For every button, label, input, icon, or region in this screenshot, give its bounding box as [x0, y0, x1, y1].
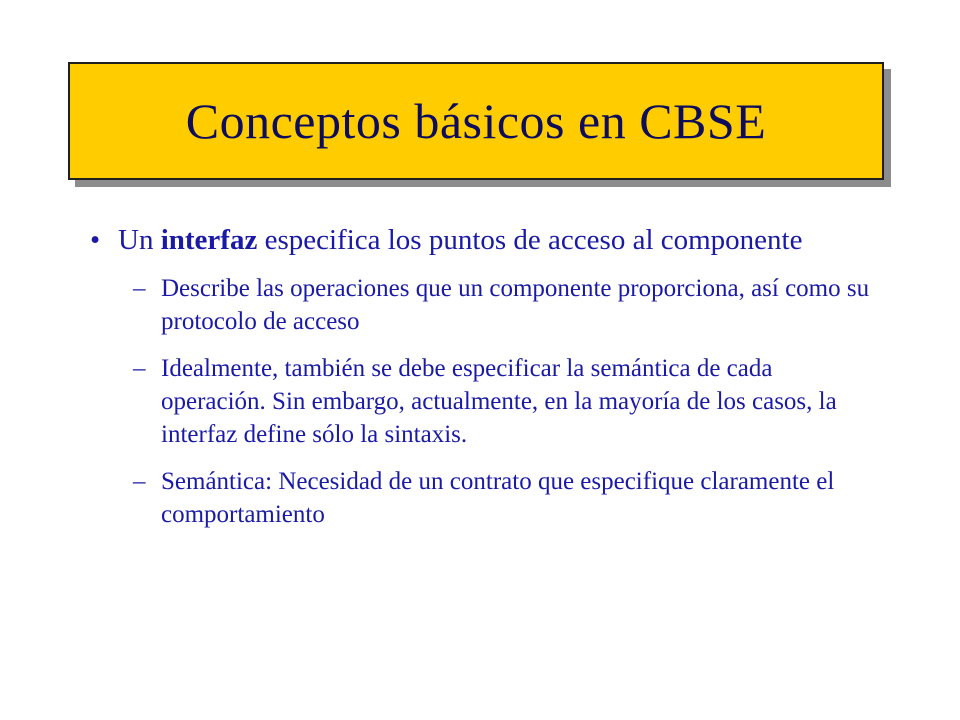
title-box	[68, 62, 884, 180]
sub-bullet-list	[0, 272, 960, 531]
bullet-marker: •	[90, 224, 101, 256]
bullet-prefix: Un	[118, 224, 161, 256]
sub-bullet-text: Describe las operaciones que un componente proporciona, así como su protocolo de acceso	[161, 275, 870, 335]
slide-title: Conceptos básicos en CBSE	[185, 93, 767, 149]
sub-bullet-marker: –	[133, 468, 146, 495]
sub-bullet-text: Idealmente, también se debe especificar la semántica de cada operación. Sin embargo, actualmente, en la mayoría de los casos, la interfaz define sólo la sintaxis.	[161, 355, 837, 448]
bullet-suffix: especifica los puntos de acceso al componente	[257, 224, 803, 256]
sub-bullet-3	[133, 465, 881, 531]
main-bullet	[90, 220, 898, 260]
sub-bullet-1	[133, 272, 881, 338]
sub-bullet-marker: –	[133, 275, 146, 302]
sub-bullet-2	[133, 352, 881, 451]
bullet-emphasis: interfaz	[160, 224, 258, 256]
slide-body	[0, 220, 960, 545]
sub-bullet-marker: –	[133, 355, 146, 382]
sub-bullet-text: Semántica: Necesidad de un contrato que especifique claramente el comportamiento	[161, 468, 835, 528]
